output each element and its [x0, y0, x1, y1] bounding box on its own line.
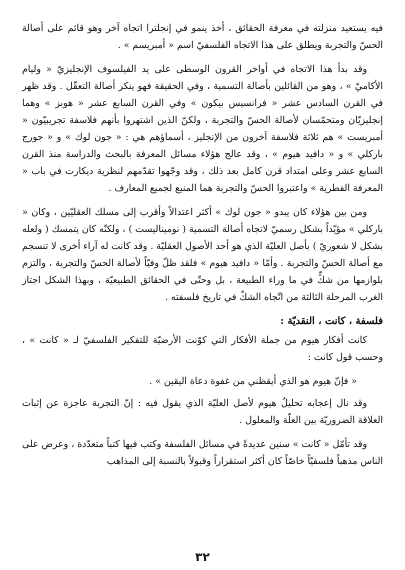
page-number: ٣٢: [195, 550, 210, 564]
paragraph-5: وقد نال إعجابه تحليلُ هيوم لأصل العليّة الذي يقول فيه : إنّ التجربة عاجزة عن إثبات العلاقة الضروريّة بين العلّة والمعلول .: [22, 398, 383, 426]
paragraph-3: ومن بين هؤلاء كان يبدو « جون لوك » أكثر اعتدالاً وأقرب إلى مسلك العقليّين ، وكان « باركلي » مؤيّداً بشكل رسميّ لاتجاه أصالة التسمية ( نوميناليست ) ، ولكنّه كان يتمسك ( ولعله بشكل لا شعوريّ ) بأصل العليّة الذي هو أحد الأصول العقليّة . وقد كانت له آراء أخرى لا تنسجم مع أصالة الحسّ والتجربة . وأمّا « دافيد هيوم » فلقد ظلّ وفيّاً لأصالة الحسّ والتجربة ، والتزم بلوازمها من شكٍّ في ما وراء الطبيعة ، بل وحتّى في الحقائق الطبيعيّة ، وبهذا الشكل اجتاز الغرب المرحلة الثالثة من اتّجاه الشكّ في تاريخ فلسفته .: [22, 207, 383, 303]
section-heading: فلسفة ، كانت ، النقديّة :: [280, 316, 383, 327]
quote-line: « فإنّ هيوم هو الذي أيقظني من غفوة دعاة اليقين » .: [149, 376, 357, 387]
paragraph-6: وقد تأمّل « كانت » سنين عديدةً في مسائل الفلسفة وكتب فيها كتباً متعدّدة ، وعرض على الناس مذهباً فلسفيّاً خاصّاً كان أكثر استقراراً وقبولاً بالنسبة إلى المذاهب: [22, 439, 383, 467]
document-page: [22, 20, 383, 546]
paragraph-1: فيه يستعيد منزلته في معرفة الحقائق ، أخذ ينمو في إنجلترا اتجاه آخر وهو قائم على أصالة الحسّ والتجربة ويطلق على هذا الاتجاه الفلسفيّ اسم « أمبريسم » .: [22, 23, 383, 51]
paragraph-2: وقد بدأ هذا الاتجاه في أواخر القرون الوسطى على يد الفيلسوف الإنجليزيّ « وليام الأكاميّ » ، وهو من القائلين بأصالة التسمية ، وفي الحقيقة فهو ينكر أصالة التعقّل . وقد ظهر في القرن السادس عشر « فرانسيس بيكون » وفي القرن السابع عشر « هوبز » وهما إنجليزيّان ومتحمّسان لأصالة الحسّ والتجربة ، ولكنّ الذين اشتهروا بأنهم فلاسفة تجريبيّون « أمبريست » هم ثلاثة فلاسفة آخرون من الإنجليز ، أسماؤهم هي : « جون لوك » و « جورج باركلي » و « دافيد هيوم » ، وقد عالج هؤلاء مسائل المعرفة بالبحث والدراسة منذ القرن السابع عشر وعلى امتداد قرن كامل بعد ذلك ، وقد وجّهوا تقدّمهم لنظرية ديكارت في باب « المعرفة الفطرية » واعتبروا الحسّ والتجربة هما المنبع لجميع المعارف .: [22, 64, 383, 194]
paragraph-4: كانت أفكار هيوم من جملة الأفكار التي كوّنت الأرضيّة للتفكير الفلسفيّ لـ « كانت » ، وحسب قول كانت :: [22, 335, 383, 363]
